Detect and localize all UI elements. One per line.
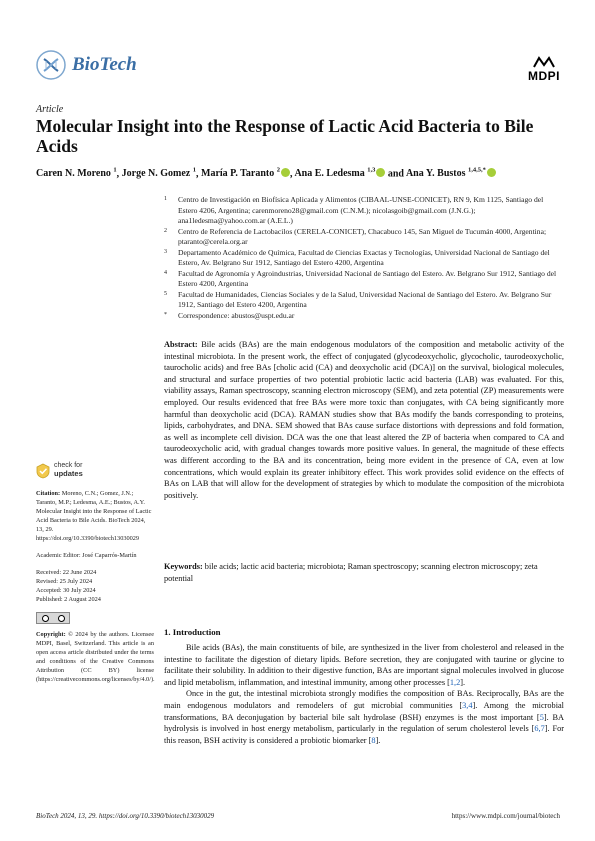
sidebar bbox=[36, 462, 154, 684]
affiliation-text: Correspondence: abustos@uspt.edu.ar bbox=[178, 310, 295, 320]
copyright-block bbox=[36, 630, 154, 684]
author-separator: and bbox=[385, 168, 406, 180]
check-line1: check for bbox=[54, 462, 83, 469]
author[interactable] bbox=[294, 168, 385, 179]
author[interactable] bbox=[122, 168, 196, 179]
author-name: Caren N. Moreno bbox=[36, 168, 114, 180]
page-header bbox=[36, 50, 560, 90]
check-updates-text bbox=[54, 462, 83, 479]
author[interactable] bbox=[36, 168, 117, 179]
affiliation-text: Facultad de Agronomía y Agroindustrias, Universidad Nacional de Santiago del Estero. Av. Belgrano Sur 1912, Santiago del Estero 4200, Argentina bbox=[178, 268, 557, 288]
footer-journal-url[interactable]: https://www.mdpi.com/journal/biotech bbox=[451, 812, 560, 820]
author-name: Ana Y. Bustos bbox=[405, 168, 469, 180]
introduction-body bbox=[164, 642, 564, 746]
section-heading-introduction: 1. Introduction bbox=[164, 627, 221, 637]
author-separator: , bbox=[196, 168, 201, 180]
intro-paragraph-1: Bile acids (BAs), the main constituents of bile, are synthesized in the liver from cholesterol and released in the intestine to facilitate the digestion of dietary lipids. Before secretion, they are conjugated with taurine or glycine to facilitate their solubility. In addition to their digestive function, BAs are important signal molecules involved in glucose and lipid metabolism, inflammation, and intestinal immunity, among other processes [1,2]. bbox=[164, 643, 564, 687]
abstract bbox=[164, 339, 564, 501]
keywords bbox=[164, 561, 564, 584]
affiliation-number: * bbox=[164, 311, 167, 318]
dates-block bbox=[36, 568, 154, 604]
mdpi-logo-icon bbox=[533, 56, 555, 68]
abstract-label: Abstract: bbox=[164, 340, 198, 349]
publisher-logo[interactable] bbox=[528, 56, 560, 83]
affiliation-item bbox=[164, 311, 564, 322]
affiliations bbox=[164, 195, 564, 321]
keywords-label: Keywords: bbox=[164, 562, 203, 571]
author-affiliation-marker: 1 bbox=[113, 167, 117, 174]
author[interactable] bbox=[201, 168, 290, 179]
affiliation-item bbox=[164, 269, 564, 290]
publisher-name: MDPI bbox=[528, 69, 560, 83]
author-separator: , bbox=[290, 168, 295, 180]
citation-link[interactable]: 8 bbox=[371, 735, 376, 745]
academic-editor: Academic Editor: José Caparrós-Martín bbox=[36, 552, 137, 559]
received-date: Received: 22 June 2024 bbox=[36, 569, 97, 576]
author-affiliation-marker: 1,3 bbox=[367, 167, 376, 174]
copyright-label: Copyright: bbox=[36, 631, 66, 638]
author-name: Ana E. Ledesma bbox=[294, 168, 368, 180]
biotech-logo-icon bbox=[36, 50, 66, 80]
author-affiliation-marker: 2 bbox=[276, 167, 280, 174]
article-type: Article bbox=[36, 104, 64, 115]
orcid-icon[interactable] bbox=[281, 168, 290, 177]
citation-link[interactable]: 1,2 bbox=[449, 677, 461, 687]
published-date: Published: 2 August 2024 bbox=[36, 596, 101, 603]
author-name: Jorge N. Gomez bbox=[121, 168, 193, 180]
author-affiliation-marker: 1,4,5,* bbox=[468, 167, 486, 174]
orcid-icon[interactable] bbox=[487, 168, 496, 177]
author-name: María P. Taranto bbox=[201, 168, 277, 180]
journal-name: BioTech bbox=[72, 54, 137, 75]
citation-link[interactable]: 5 bbox=[539, 712, 544, 722]
accepted-date: Accepted: 30 July 2024 bbox=[36, 587, 96, 594]
intro-paragraph-2: Once in the gut, the intestinal microbiota strongly modifies the composition of BAs. Reciprocally, BAs are the main endogenous modulators and remodelers of gut microbial communities [3,4]. Among the microbial transformations, BA deconjugation by bacterial bile salt hydrolase (BSH) enzymes is the most important [5]. BA hydrolysis is involved in host energy metabolism, particularly in the regulation of serum cholesterol levels [6,7]. For this reason, BSH activity is considered a probiotic biomarker [8]. bbox=[164, 689, 565, 745]
author[interactable] bbox=[406, 168, 496, 179]
page-footer bbox=[36, 812, 560, 820]
affiliation-number: 5 bbox=[164, 290, 167, 297]
affiliation-text: Centro de Referencia de Lactobacilos (CERELA-CONICET), Chacabuco 145, San Miguel de Tucumán 4000, Argentina; ptaranto@cerela.org.ar bbox=[178, 226, 547, 246]
author-affiliation-marker: 1 bbox=[192, 167, 196, 174]
affiliation-item bbox=[164, 227, 564, 248]
citation-block bbox=[36, 489, 154, 543]
revised-date: Revised: 25 July 2024 bbox=[36, 578, 93, 585]
affiliation-number: 1 bbox=[164, 196, 167, 202]
author-separator: , bbox=[116, 168, 122, 180]
citation-link[interactable]: 6,7 bbox=[534, 724, 545, 734]
affiliation-number: 4 bbox=[164, 269, 167, 276]
affiliation-item bbox=[164, 248, 564, 269]
keywords-text: bile acids; lactic acid bacteria; microbiota; Raman spectroscopy; scanning electron microscopy; zeta potential bbox=[164, 562, 538, 583]
affiliation-item bbox=[164, 290, 564, 311]
cc-license-icon[interactable] bbox=[36, 612, 70, 624]
article-title: Molecular Insight into the Response of Lactic Acid Bacteria to Bile Acids bbox=[36, 116, 534, 156]
copyright-text: © 2024 by the authors. Licensee MDPI, Basel, Switzerland. This article is an open access article distributed under the terms and conditions of the Creative Commons Attribution (CC BY) license (https://creativecommons.org/licenses/by/4.0/). bbox=[36, 631, 155, 683]
abstract-text: Bile acids (BAs) are the main endogenous modulators of the composition and metabolic activity of the intestinal microbiota. In the present work, the effect of conjugated (glycodeoxycholic, glycocholic, taurodeoxycholic, taurocholic acids) and free BAs [cholic acid (CA) and deoxycholic acid (DCA)] on the survival, biological molecules, and structural and surface properties of two potential probiotic lactic acid bacteria (LAB) was evaluated. For this, viability assays, Raman spectroscopy, scanning electron microscopy (SEM), and zeta potential (ZP) measurements were employed. Our results evidenced that free BAs were more toxic than conjugates, with CA being significantly more harmful than deoxycholic acid (DCA). RAMAN studies show that BAs modify the bands corresponding to proteins, lipids, carbohydrates, and DNA. SEM showed that BAs cause surface distortions with depressions and fold formation, as well as incomplete cell division. DCA was the one that least altered the ZP of bacteria when compared to CA and taurodeoxycholic acid, with gradual changes towards more positive values. In general, the magnitude of these effects was different according to the BA and its concentration, being more evident in the presence of CA, even at low concentrations, which would explain its greater inhibitory effect. This work provides solid evidence on the effects of BAs on LAB that will allow for the development of strategies by which to modulate the composition of the microbiota positively. bbox=[164, 340, 564, 500]
journal-logo[interactable] bbox=[36, 50, 137, 80]
citation-label: Citation: bbox=[36, 490, 61, 497]
citation-link[interactable]: 3,4 bbox=[462, 700, 473, 710]
author-list bbox=[36, 164, 560, 180]
check-line2: updates bbox=[54, 469, 83, 478]
affiliation-number: 2 bbox=[164, 227, 167, 234]
affiliation-number: 3 bbox=[164, 248, 167, 255]
citation-text: Moreno, C.N.; Gomez, J.N.; Taranto, M.P.; Ledesma, A.E.; Bustos, A.Y. Molecular Insight into the Response of Lactic Acid Bacteria to Bile Acids. BioTech 2024, 13, 29. https://doi.org/10.3390/biotech13030029 bbox=[36, 490, 152, 542]
affiliation-item bbox=[164, 195, 564, 227]
check-for-updates-button[interactable] bbox=[36, 462, 154, 479]
footer-citation: BioTech 2024, 13, 29. https://doi.org/10.3390/biotech13030029 bbox=[36, 812, 215, 820]
affiliation-text: Facultad de Humanidades, Ciencias Sociales y de la Salud, Universidad Nacional de Santiago del Estero. Av. Belgrano Sur 1912, Santiago del Estero 4200, Argentina bbox=[178, 289, 552, 309]
affiliation-text: Departamento Académico de Química, Facultad de Ciencias Exactas y Tecnologías, Universidad Nacional de Santiago del Estero, Av. Belgrano Sur 1912, Santiago del Estero 4200, Argentina bbox=[178, 247, 550, 267]
check-updates-icon bbox=[36, 463, 50, 479]
affiliation-text: Centro de Investigación en Biofísica Aplicada y Alimentos (CIBAAL-UNSE-CONICET), RN 9, Km 1125, Santiago del Estero 4206, Argentina; carenmoreno28@gmail.com (C.N.M.); nicolasgoib@gmail.com (J.N.G.); ana1ledesma@yahoo.com.ar (A.E.L.) bbox=[178, 195, 544, 225]
